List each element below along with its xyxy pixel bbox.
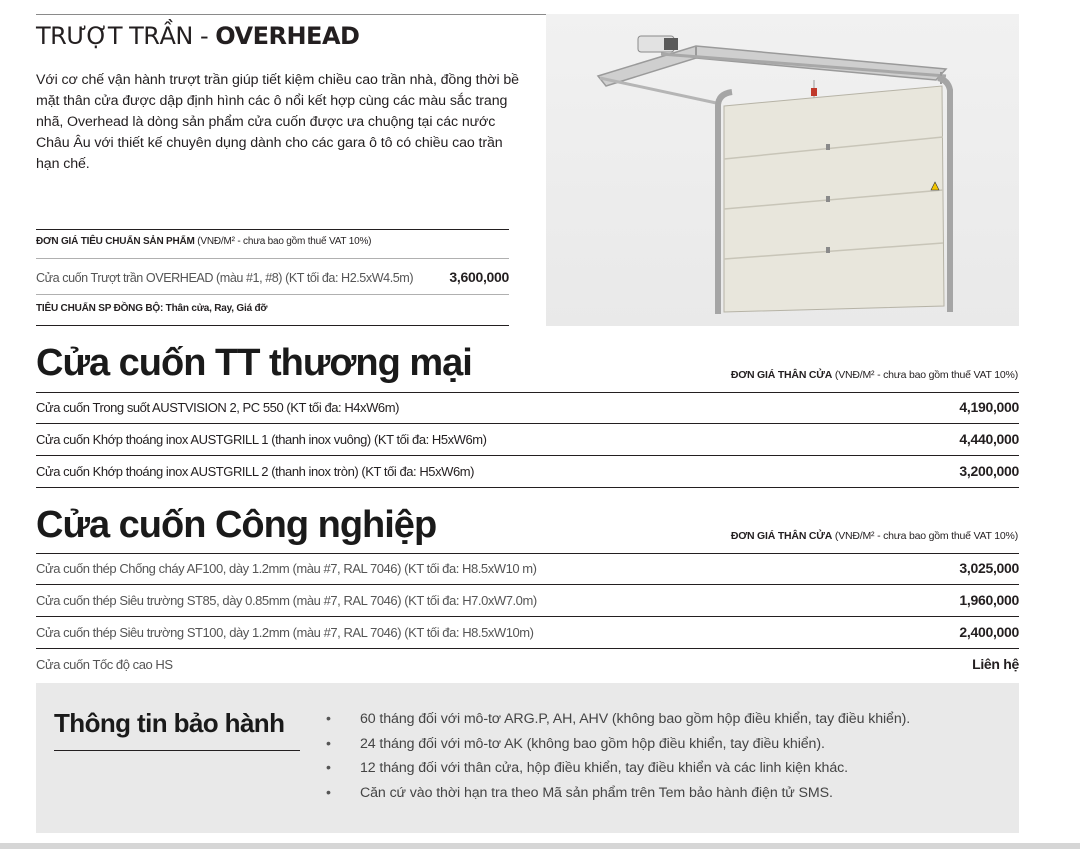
table-row bbox=[36, 649, 1019, 681]
divider bbox=[36, 229, 509, 230]
table-row bbox=[36, 424, 1019, 456]
product-price: 2,400,000 bbox=[959, 624, 1019, 640]
overhead-price-label: ĐƠN GIÁ TIÊU CHUẨN SẢN PHẨM (VNĐ/M² - chưa bao gồm thuế VAT 10%) bbox=[36, 236, 372, 247]
overhead-product-price: 3,600,000 bbox=[449, 269, 509, 285]
divider bbox=[36, 258, 509, 259]
overhead-door-photo bbox=[546, 14, 1019, 326]
divider bbox=[36, 294, 509, 295]
industrial-section-title: Cửa cuốn Công nghiệp bbox=[36, 504, 437, 546]
product-price: 3,200,000 bbox=[959, 463, 1019, 479]
commercial-section-title: Cửa cuốn TT thương mại bbox=[36, 342, 472, 384]
table-row bbox=[36, 617, 1019, 649]
commercial-price-label: ĐƠN GIÁ THÂN CỬA (VNĐ/M² - chưa bao gồm thuế VAT 10%) bbox=[730, 369, 1018, 381]
product-price: 4,190,000 bbox=[959, 399, 1019, 415]
product-name: Cửa cuốn thép Chống cháy AF100, dày 1.2mm (màu #7, RAL 7046) (KT tối đa: H8.5xW10 m) bbox=[36, 561, 537, 576]
bottom-bar bbox=[0, 843, 1080, 849]
overhead-product-name: Cửa cuốn Trượt trần OVERHEAD (màu #1, #8) (KT tối đa: H2.5xW4.5m) bbox=[36, 271, 414, 285]
list-item: • 60 tháng đối với mô-tơ ARG.P, AH, AHV (không bao gồm hộp điều khiển, tay điều khiển). bbox=[326, 711, 910, 736]
table-row bbox=[36, 585, 1019, 617]
product-name: Cửa cuốn Khớp thoáng inox AUSTGRILL 1 (thanh inox vuông) (KT tối đa: H5xW6m) bbox=[36, 432, 487, 447]
top-rule bbox=[36, 14, 546, 15]
product-price: 1,960,000 bbox=[959, 592, 1019, 608]
product-price: 4,440,000 bbox=[959, 431, 1019, 447]
warranty-panel bbox=[36, 683, 1019, 833]
table-row bbox=[36, 553, 1019, 585]
list-item: • Căn cứ vào thời hạn tra theo Mã sản phẩm trên Tem bảo hành điện tử SMS. bbox=[326, 785, 910, 810]
table-row bbox=[36, 456, 1019, 488]
product-name: Cửa cuốn thép Siêu trường ST85, dày 0.85mm (màu #7, RAL 7046) (KT tối đa: H7.0xW7.0m) bbox=[36, 593, 537, 608]
list-item: • 12 tháng đối với thân cửa, hộp điều khiển, tay điều khiển và các linh kiện khác. bbox=[326, 760, 910, 785]
industrial-price-label: ĐƠN GIÁ THÂN CỬA (VNĐ/M² - chưa bao gồm thuế VAT 10%) bbox=[730, 530, 1018, 542]
warranty-title-underline bbox=[54, 750, 300, 751]
overhead-description: Với cơ chế vận hành trượt trần giúp tiết kiệm chiều cao trần nhà, đồng thời bề mặt thân cửa được dập định hình các ô nổi kết hợp cùng các màu sắc trang nhã, Overhead là dòng sản phẩm cửa cuốn được ưa chuộng tại các nước Châu Âu với thiết kế chuyên dụng dành cho các gara ô tô có chiều cao trần hạn chế. bbox=[36, 72, 519, 172]
overhead-door-illustration bbox=[546, 14, 1019, 326]
warranty-title: Thông tin bảo hành bbox=[54, 708, 285, 738]
product-name: Cửa cuốn thép Siêu trường ST100, dày 1.2mm (màu #7, RAL 7046) (KT tối đa: H8.5xW10m) bbox=[36, 625, 534, 640]
overhead-sync-standard: TIÊU CHUẨN SP ĐỒNG BỘ: Thân cửa, Ray, Giá đỡ bbox=[36, 303, 268, 314]
product-name: Cửa cuốn Khớp thoáng inox AUSTGRILL 2 (thanh inox tròn) (KT tối đa: H5xW6m) bbox=[36, 464, 474, 479]
warranty-list bbox=[326, 711, 910, 809]
divider bbox=[36, 325, 509, 326]
product-name: Cửa cuốn Tốc độ cao HS bbox=[36, 657, 173, 672]
product-name: Cửa cuốn Trong suốt AUSTVISION 2, PC 550 (KT tối đa: H4xW6m) bbox=[36, 400, 399, 415]
table-row bbox=[36, 392, 1019, 424]
overhead-title: TRƯỢT TRẦN - OVERHEAD bbox=[36, 22, 360, 50]
product-price: Liên hệ bbox=[972, 656, 1019, 672]
list-item: • 24 tháng đối với mô-tơ AK (không bao gồm hộp điều khiển, tay điều khiển). bbox=[326, 736, 910, 761]
product-price: 3,025,000 bbox=[959, 560, 1019, 576]
